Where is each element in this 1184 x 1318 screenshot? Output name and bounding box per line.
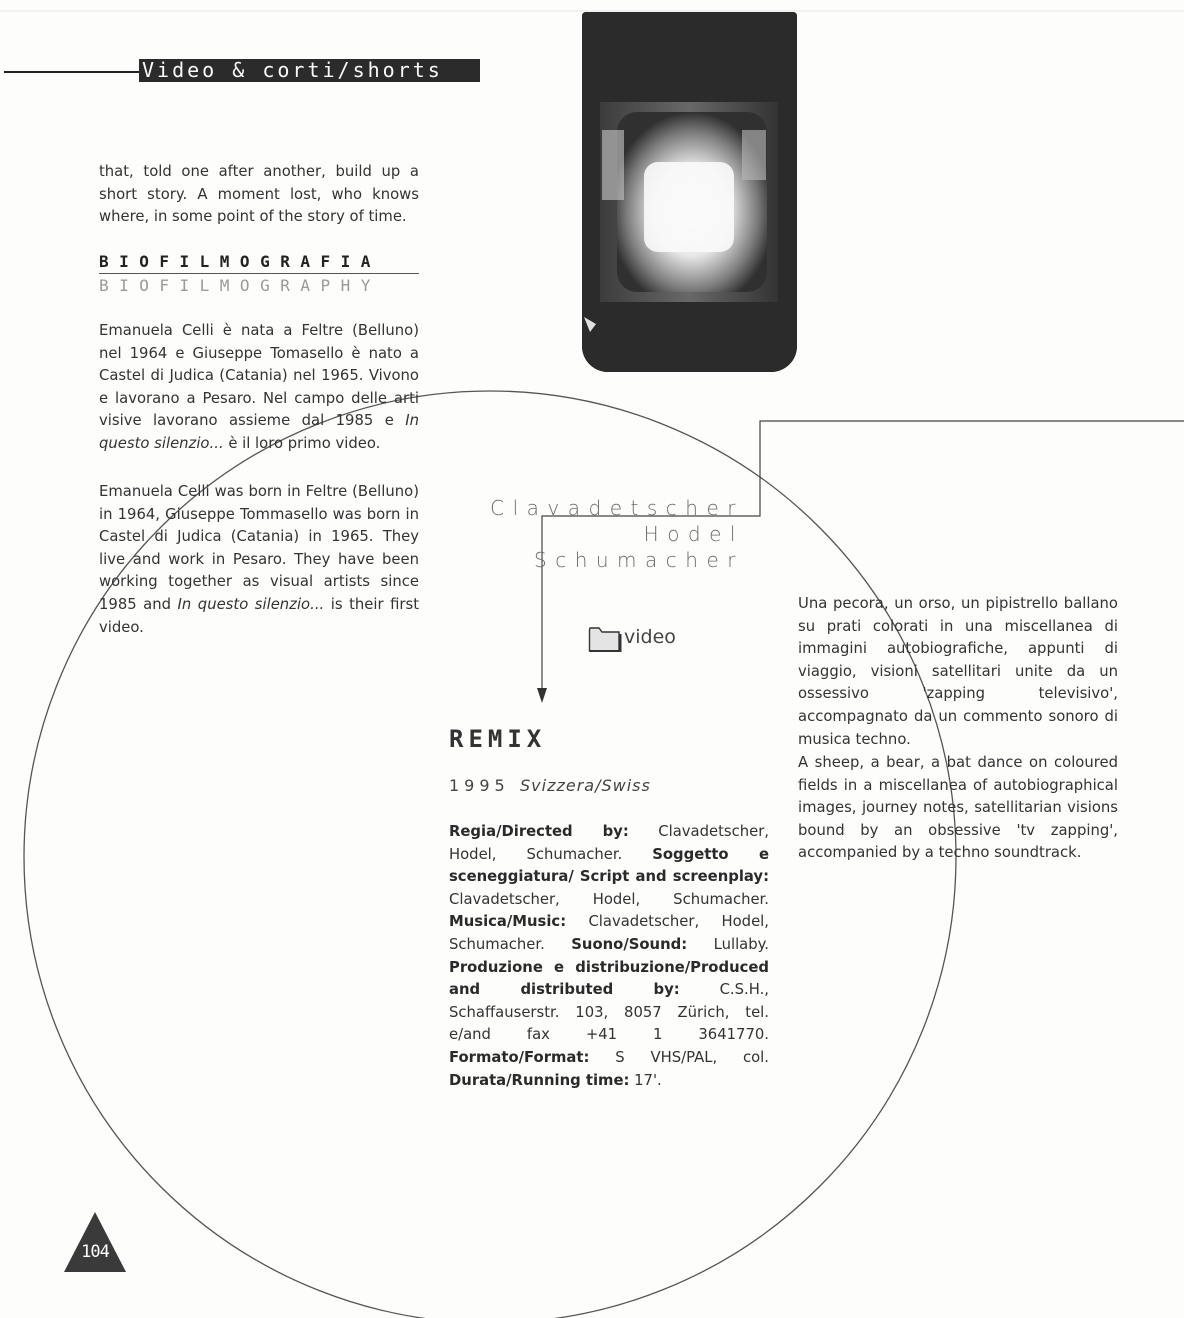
arrow-head-icon <box>537 688 547 703</box>
author-name: Clavadetscher <box>490 496 744 520</box>
author-name: Schumacher <box>534 548 744 572</box>
film-still-graphic <box>582 12 797 372</box>
film-year: 1995 <box>449 776 510 795</box>
credit-value: Clavadetscher, Hodel, Schumacher. <box>449 913 769 953</box>
credit-label: Suono/Sound: <box>571 935 688 953</box>
bio-en-text-1: Emanuela Celli was born in Feltre (Belluno) in 1964, Giuseppe Tommasello was born in Castel di Judica (Catania) in 1965. They live and work in Pesaro. They have been working together as visual artists since 1985 and <box>99 483 419 613</box>
bio-heading-rule <box>99 273 419 274</box>
intro-paragraph: that, told one after another, build up a short story. A moment lost, who knows where, in some point of the story of time. <box>99 163 419 226</box>
credit-value: Lullaby. <box>687 935 769 953</box>
header-rule <box>4 71 142 73</box>
credit-label: Produzione e distribuzione/Produced and distributed by: <box>449 958 769 999</box>
credit-label: Formato/Format: <box>449 1048 590 1066</box>
credit-value: Clavadetscher, Hodel, Schumacher. <box>449 823 769 863</box>
format-tag-label: video <box>624 626 676 648</box>
bio-it-text-1: Emanuela Celli è nata a Feltre (Belluno) nel 1964 e Giuseppe Tomasello è nato a Castel di Judica (Catania) nel 1965. Vivono e lavorano a Pesaro. Nel campo delle arti visive lavorano assieme dal 1985 e <box>99 322 419 430</box>
film-country: Svizzera/Swiss <box>520 776 651 795</box>
credit-label: Regia/Directed by: <box>449 823 629 840</box>
bio-it-text-2: è il loro primo video. <box>223 434 381 452</box>
film-authors <box>490 495 744 573</box>
film-credits <box>449 821 769 1092</box>
credit-label: Durata/Running time: <box>449 1071 630 1089</box>
bio-heading-italian: BIOFILMOGRAFIA <box>99 252 381 271</box>
bio-it-film-title: In questo silenzio... <box>99 412 419 452</box>
credit-label: Soggetto e sceneggiatura/ Script and screenplay: <box>449 845 769 886</box>
film-title: REMIX <box>449 725 547 753</box>
bio-en-film-title: In questo silenzio... <box>177 595 325 613</box>
bio-heading-english: BIOFILMOGRAPHY <box>99 276 381 295</box>
film-still-image <box>582 12 797 372</box>
folder-icon <box>588 624 622 654</box>
credit-value: S VHS/PAL, col. <box>589 1048 769 1066</box>
bio-en-text-2: is their first video. <box>99 595 420 636</box>
synopsis-english: A sheep, a bear, a bat dance on coloured fields in a miscellanea of autobiographical images, journey notes, satellitarian visions bound by an obsessive 'tv zapping', accompanied by a techno soundtrack. <box>798 754 1118 862</box>
credit-label: Musica/Music: <box>449 913 567 931</box>
page-number: 104 <box>81 1242 109 1262</box>
section-label: Video & corti/shorts <box>139 59 480 82</box>
author-name: Hodel <box>643 522 744 546</box>
credit-value: C.S.H., Schaffauserstr. 103, 8057 Zürich, tel. e/and fax +41 1 3641770. <box>449 981 770 1044</box>
synopsis-italian: Una pecora, un orso, un pipistrello ballano su prati colorati in una miscellanea di immagini autobiografiche, appunti di viaggio, visioni satellitari unite da un ossessivo 'zapping televisivo', accompagnato da un commento sonoro di musica techno. <box>798 595 1118 748</box>
bio-paragraph-english <box>99 481 419 639</box>
credit-value: Clavadetscher, Hodel, Schumacher. <box>449 890 769 908</box>
bio-paragraph-italian <box>99 320 419 456</box>
credit-value: 17'. <box>629 1071 662 1089</box>
